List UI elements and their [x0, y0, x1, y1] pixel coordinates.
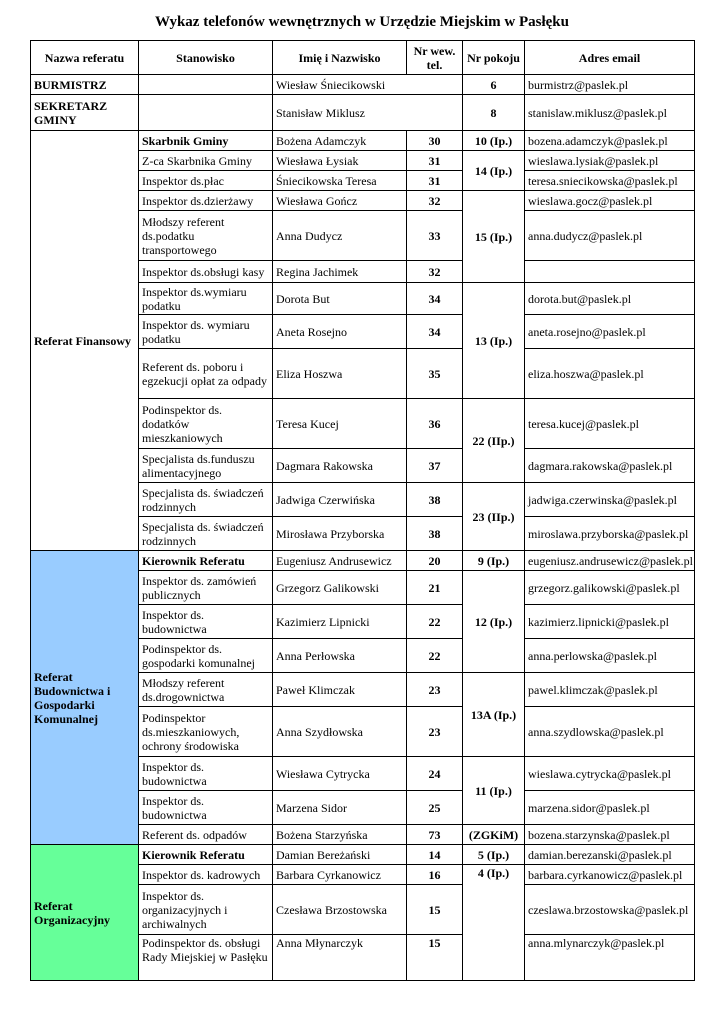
- ext-cell: 15: [407, 885, 463, 935]
- name-cell: Damian Bereżański: [273, 845, 407, 865]
- ext-cell: 22: [407, 605, 463, 639]
- name-cell: Śniecikowska Teresa: [273, 171, 407, 191]
- room-cell: 23 (IIp.): [463, 483, 525, 551]
- room-cell: 13 (Ip.): [463, 283, 525, 399]
- room-cell: (ZGKiM): [463, 825, 525, 845]
- room-cell: 9 (Ip.): [463, 551, 525, 571]
- header-name: Imię i Nazwisko: [273, 41, 407, 75]
- email-cell: grzegorz.galikowski@paslek.pl: [525, 571, 695, 605]
- position-cell: Inspektor ds.obsługi kasy: [139, 261, 273, 283]
- email-cell: burmistrz@paslek.pl: [525, 75, 695, 95]
- name-cell: Anna Młynarczyk: [273, 935, 407, 981]
- phone-directory-table: [30, 40, 695, 981]
- email-cell: anna.perlowska@paslek.pl: [525, 639, 695, 673]
- name-cell: Eugeniusz Andrusewicz: [273, 551, 407, 571]
- header-room: Nr pokoju: [463, 41, 525, 75]
- email-cell: stanislaw.miklusz@paslek.pl: [525, 95, 695, 131]
- name-cell: Marzena Sidor: [273, 791, 407, 825]
- room-cell: 4 (Ip.): [463, 865, 525, 981]
- empty-cell: [139, 75, 273, 95]
- dept-sekretarz: SEKRETARZ GMINY: [31, 95, 139, 131]
- ext-cell: 38: [407, 483, 463, 517]
- name-cell: Teresa Kucej: [273, 399, 407, 449]
- email-cell: dorota.but@paslek.pl: [525, 283, 695, 315]
- page-title: Wykaz telefonów wewnętrznych w Urzędzie Miejskim w Pasłęku: [155, 14, 569, 30]
- position-cell: Podinspektor ds. obsługi Rady Miejskiej w Pasłęku: [139, 935, 273, 981]
- email-cell: barbara.cyrkanowicz@paslek.pl: [525, 865, 695, 885]
- room-cell: 13A (Ip.): [463, 673, 525, 757]
- position-cell: Inspektor ds. budownictwa: [139, 605, 273, 639]
- email-cell: czeslawa.brzostowska@paslek.pl: [525, 885, 695, 935]
- name-cell: Anna Szydłowska: [273, 707, 407, 757]
- email-cell: [525, 261, 695, 283]
- email-cell: pawel.klimczak@paslek.pl: [525, 673, 695, 707]
- dept-burmistrz: BURMISTRZ: [31, 75, 139, 95]
- room-cell: 5 (Ip.): [463, 845, 525, 865]
- header-ext: Nr wew. tel.: [407, 41, 463, 75]
- position-cell: Podinspektor ds. gospodarki komunalnej: [139, 639, 273, 673]
- name-cell: Eliza Hoszwa: [273, 349, 407, 399]
- dept-budownictwo: Referat Budownictwa i Gospodarki Komunalnej: [31, 551, 139, 845]
- name-cell: Jadwiga Czerwińska: [273, 483, 407, 517]
- ext-cell: 34: [407, 315, 463, 349]
- name-cell: Grzegorz Galikowski: [273, 571, 407, 605]
- position-cell: Z-ca Skarbnika Gminy: [139, 151, 273, 171]
- room-cell: 22 (IIp.): [463, 399, 525, 483]
- ext-cell: 31: [407, 151, 463, 171]
- position-cell: Młodszy referent ds.drogownictwa: [139, 673, 273, 707]
- ext-cell: 25: [407, 791, 463, 825]
- ext-cell: 37: [407, 449, 463, 483]
- position-cell: Referent ds. odpadów: [139, 825, 273, 845]
- position-cell: Specjalista ds. świadczeń rodzinnych: [139, 483, 273, 517]
- name-cell: Wiesława Łysiak: [273, 151, 407, 171]
- room-cell: 6: [463, 75, 525, 95]
- position-cell: Inspektor ds. organizacyjnych i archiwalnych: [139, 885, 273, 935]
- position-cell: Inspektor ds. budownictwa: [139, 791, 273, 825]
- name-cell: Wiesław Śniecikowski: [273, 75, 463, 95]
- header-email: Adres email: [525, 41, 695, 75]
- ext-cell: 30: [407, 131, 463, 151]
- dept-organizacyjny: Referat Organizacyjny: [31, 845, 139, 981]
- name-cell: Dagmara Rakowska: [273, 449, 407, 483]
- position-cell: Inspektor ds. budownictwa: [139, 757, 273, 791]
- position-cell: Inspektor ds. kadrowych: [139, 865, 273, 885]
- position-cell: Inspektor ds.płac: [139, 171, 273, 191]
- name-cell: Barbara Cyrkanowicz: [273, 865, 407, 885]
- email-cell: anna.szydlowska@paslek.pl: [525, 707, 695, 757]
- room-cell: 12 (Ip.): [463, 571, 525, 673]
- name-cell: Anna Dudycz: [273, 211, 407, 261]
- ext-cell: 38: [407, 517, 463, 551]
- ext-cell: 14: [407, 845, 463, 865]
- name-cell: Czesława Brzostowska: [273, 885, 407, 935]
- ext-cell: 16: [407, 865, 463, 885]
- name-cell: Aneta Rosejno: [273, 315, 407, 349]
- name-cell: Wiesława Gończ: [273, 191, 407, 211]
- ext-cell: 21: [407, 571, 463, 605]
- ext-cell: 23: [407, 673, 463, 707]
- ext-cell: 20: [407, 551, 463, 571]
- table-row-sekretarz: [31, 95, 695, 131]
- name-cell: Wiesława Cytrycka: [273, 757, 407, 791]
- email-cell: teresa.kucej@paslek.pl: [525, 399, 695, 449]
- room-cell: 8: [463, 95, 525, 131]
- room-cell: 14 (Ip.): [463, 151, 525, 191]
- email-cell: anna.mlynarczyk@paslek.pl: [525, 935, 695, 981]
- name-cell: Dorota But: [273, 283, 407, 315]
- email-cell: teresa.sniecikowska@paslek.pl: [525, 171, 695, 191]
- ext-cell: 15: [407, 935, 463, 981]
- name-cell: Mirosława Przyborska: [273, 517, 407, 551]
- name-cell: Bożena Starzyńska: [273, 825, 407, 845]
- ext-cell: 33: [407, 211, 463, 261]
- name-cell: Kazimierz Lipnicki: [273, 605, 407, 639]
- ext-cell: 22: [407, 639, 463, 673]
- email-cell: marzena.sidor@paslek.pl: [525, 791, 695, 825]
- position-cell: Specjalista ds.funduszu alimentacyjnego: [139, 449, 273, 483]
- position-cell: Podinspektor ds.mieszkaniowych, ochrony środowiska: [139, 707, 273, 757]
- header-position: Stanowisko: [139, 41, 273, 75]
- table-row-burmistrz: [31, 75, 695, 95]
- ext-cell: 36: [407, 399, 463, 449]
- email-cell: dagmara.rakowska@paslek.pl: [525, 449, 695, 483]
- email-cell: damian.berezanski@paslek.pl: [525, 845, 695, 865]
- name-cell: Anna Perłowska: [273, 639, 407, 673]
- empty-cell: [139, 95, 273, 131]
- table-row: [31, 131, 695, 151]
- name-cell: Regina Jachimek: [273, 261, 407, 283]
- name-cell: Paweł Klimczak: [273, 673, 407, 707]
- email-cell: eugeniusz.andrusewicz@paslek.pl: [525, 551, 695, 571]
- dept-finansowy: Referat Finansowy: [31, 131, 139, 551]
- header-dept: Nazwa referatu: [31, 41, 139, 75]
- email-cell: wieslawa.cytrycka@paslek.pl: [525, 757, 695, 791]
- ext-cell: 35: [407, 349, 463, 399]
- email-cell: wieslawa.lysiak@paslek.pl: [525, 151, 695, 171]
- email-cell: bozena.adamczyk@paslek.pl: [525, 131, 695, 151]
- email-cell: miroslawa.przyborska@paslek.pl: [525, 517, 695, 551]
- position-cell: Inspektor ds. wymiaru podatku: [139, 315, 273, 349]
- ext-cell: 31: [407, 171, 463, 191]
- ext-cell: 32: [407, 261, 463, 283]
- position-cell: Podinspektor ds. dodatków mieszkaniowych: [139, 399, 273, 449]
- name-cell: Bożena Adamczyk: [273, 131, 407, 151]
- email-cell: jadwiga.czerwinska@paslek.pl: [525, 483, 695, 517]
- position-cell: Młodszy referent ds.podatku transportowego: [139, 211, 273, 261]
- position-cell: Referent ds. poboru i egzekucji opłat za odpady: [139, 349, 273, 399]
- position-cell: Inspektor ds.dzierżawy: [139, 191, 273, 211]
- position-cell: Skarbnik Gminy: [139, 131, 273, 151]
- email-cell: wieslawa.gocz@paslek.pl: [525, 191, 695, 211]
- email-cell: aneta.rosejno@paslek.pl: [525, 315, 695, 349]
- room-cell: 15 (Ip.): [463, 191, 525, 283]
- room-cell: 11 (Ip.): [463, 757, 525, 825]
- ext-cell: 34: [407, 283, 463, 315]
- table-row: [31, 845, 695, 865]
- ext-cell: 23: [407, 707, 463, 757]
- position-cell: Inspektor ds.wymiaru podatku: [139, 283, 273, 315]
- header-row: [31, 41, 695, 75]
- position-cell: Specjalista ds. świadczeń rodzinnych: [139, 517, 273, 551]
- name-cell: Stanisław Miklusz: [273, 95, 463, 131]
- table-row: [31, 551, 695, 571]
- ext-cell: 73: [407, 825, 463, 845]
- email-cell: anna.dudycz@paslek.pl: [525, 211, 695, 261]
- position-cell: Inspektor ds. zamówień publicznych: [139, 571, 273, 605]
- room-cell: 10 (Ip.): [463, 131, 525, 151]
- position-cell: Kierownik Referatu: [139, 551, 273, 571]
- email-cell: eliza.hoszwa@paslek.pl: [525, 349, 695, 399]
- email-cell: bozena.starzynska@paslek.pl: [525, 825, 695, 845]
- email-cell: kazimierz.lipnicki@paslek.pl: [525, 605, 695, 639]
- position-cell: Kierownik Referatu: [139, 845, 273, 865]
- ext-cell: 24: [407, 757, 463, 791]
- ext-cell: 32: [407, 191, 463, 211]
